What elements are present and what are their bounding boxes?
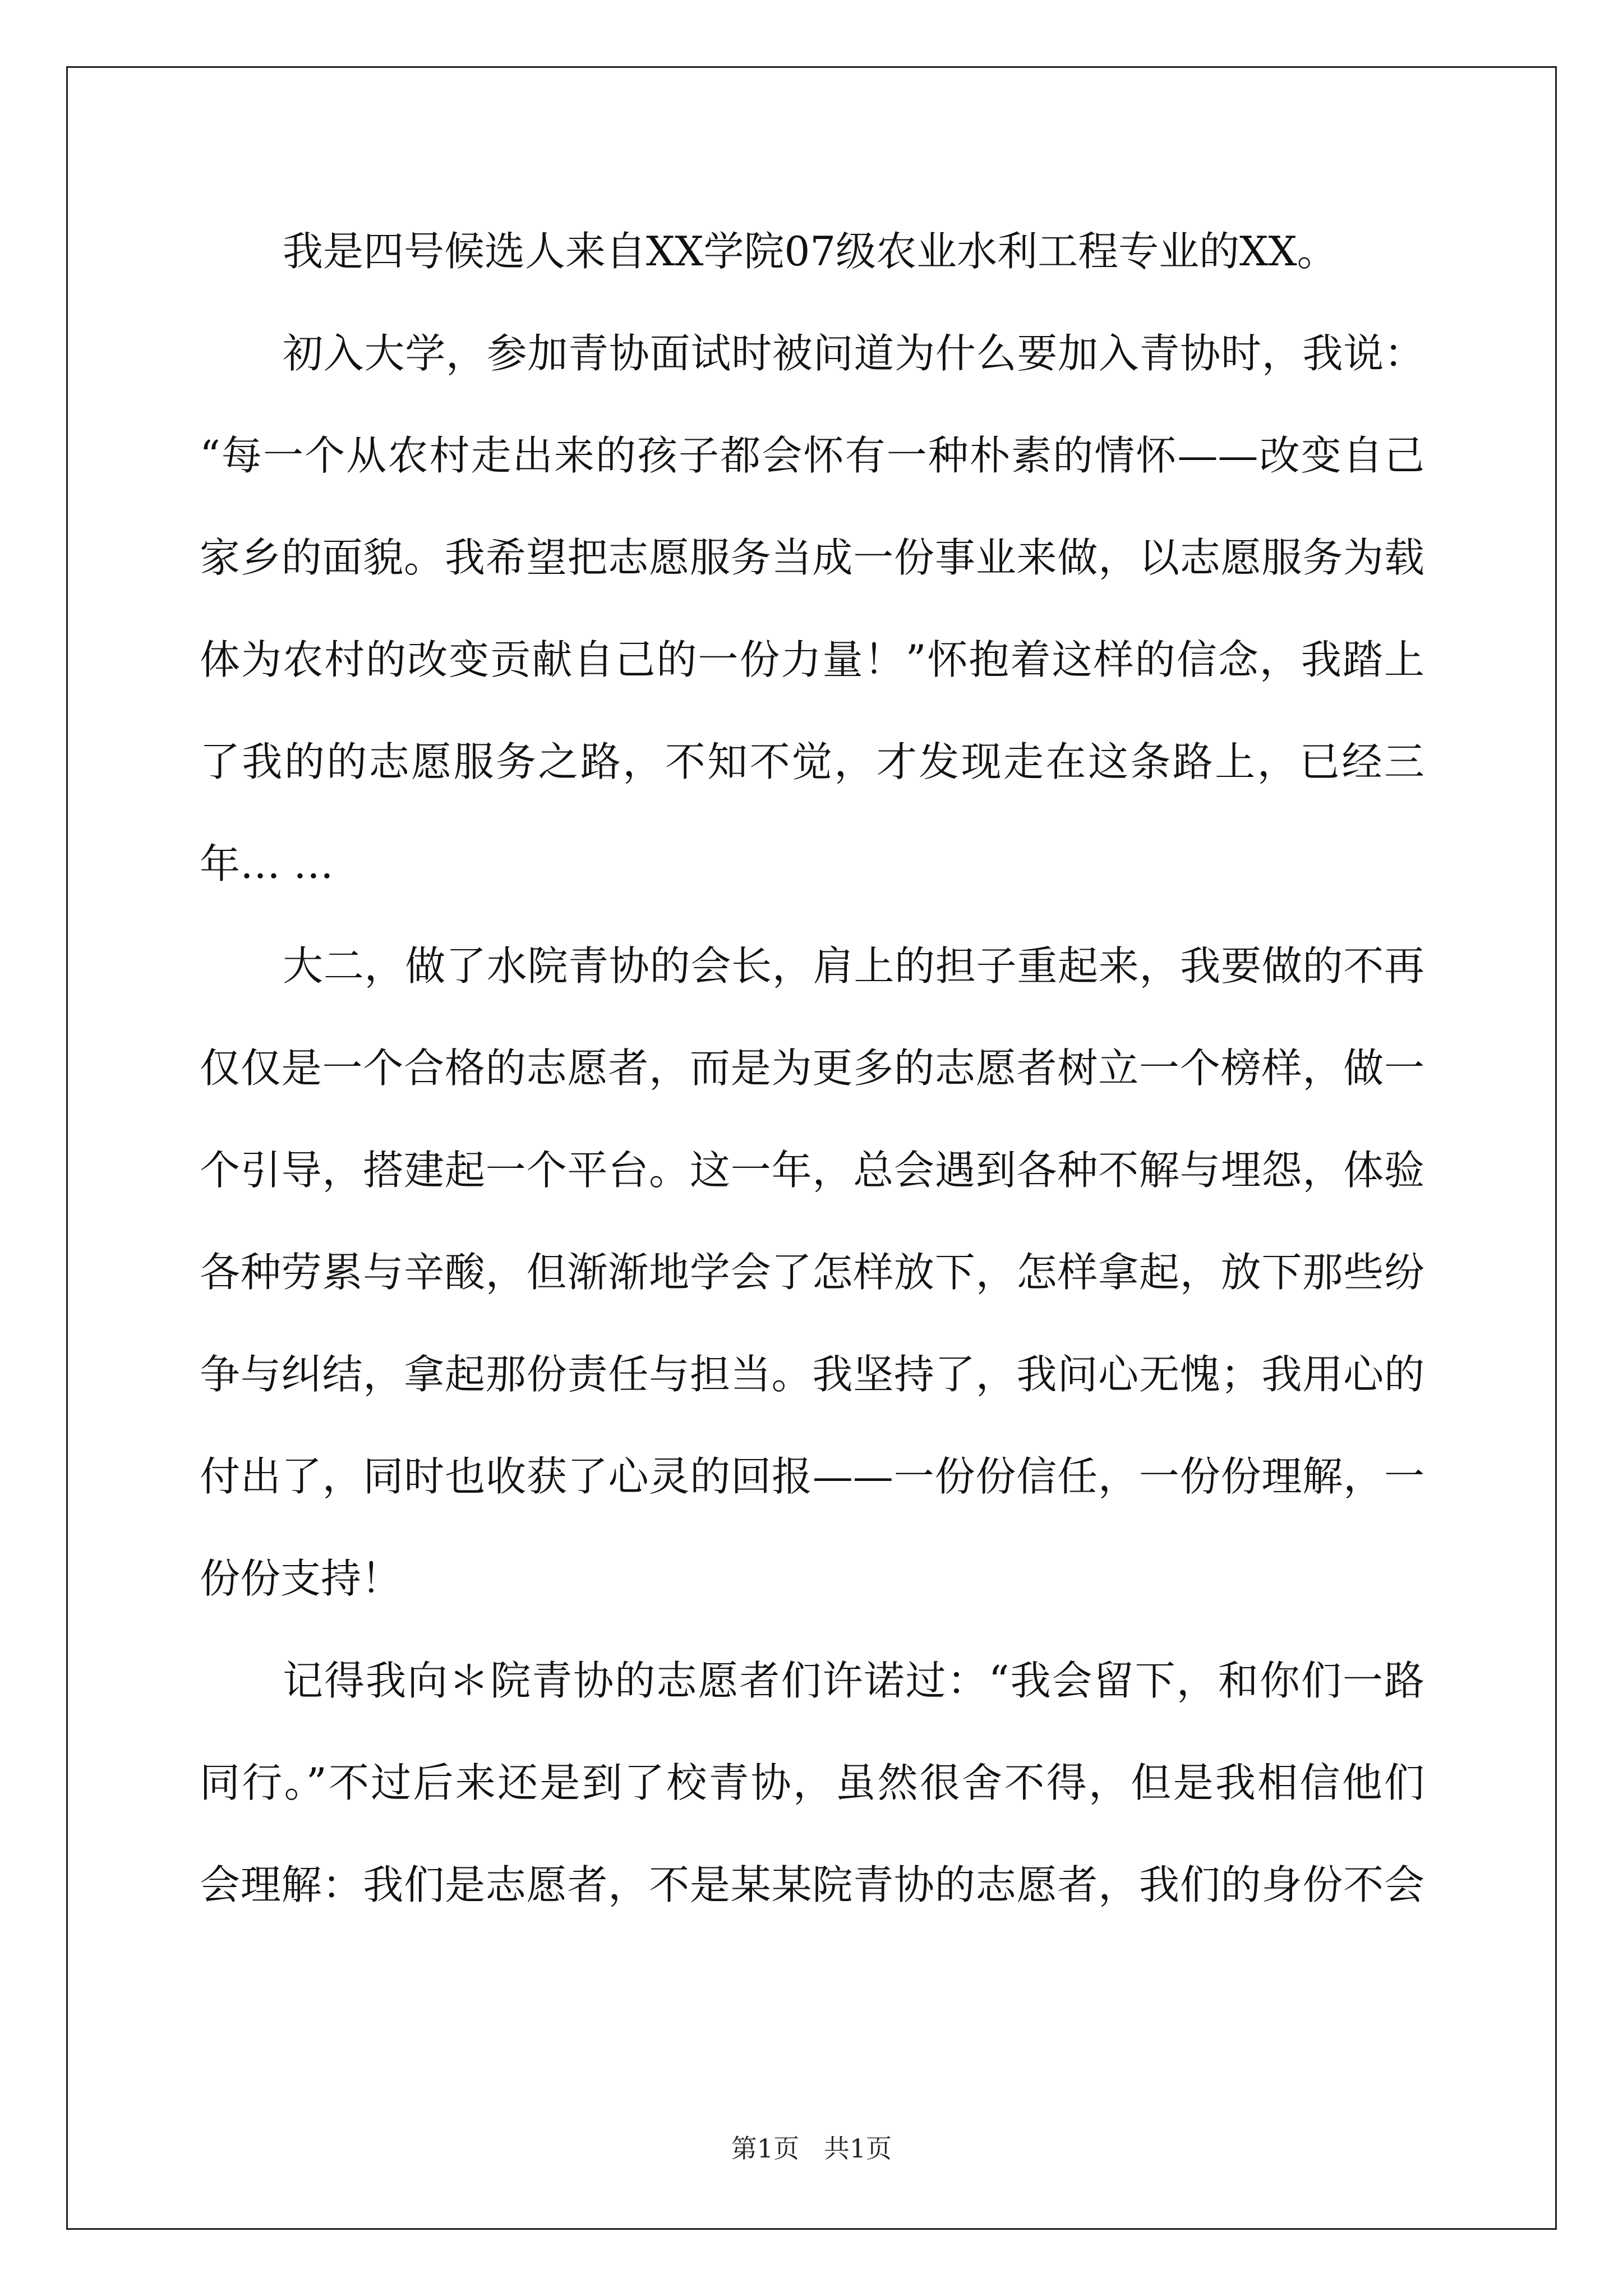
paragraph-line: 会理解：我们是志愿者，不是某某院青协的志愿者，我们的身份不会 xyxy=(200,1861,1424,1908)
paragraph-line: 初入大学，参加青协面试时被问道为什么要加入青协时，我说： xyxy=(283,330,1424,377)
paragraph-line: 份份支持！ xyxy=(200,1555,402,1602)
paragraph-line: 争与纠结，拿起那份责任与担当。我坚持了，我问心无愧；我用心的 xyxy=(200,1351,1424,1398)
paragraph-line: 个引导，搭建起一个平台。这一年，总会遇到各种不解与埋怨，体验 xyxy=(200,1147,1424,1194)
page-number-footer: 第1页 共1页 xyxy=(731,2133,892,2164)
paragraph-line: “每一个从农村走出来的孩子都会怀有一种朴素的情怀——改变自己 xyxy=(200,432,1424,479)
paragraph-line: 大二，做了水院青协的会长，肩上的担子重起来，我要做的不再 xyxy=(283,942,1424,990)
paragraph-line: 同行。”不过后来还是到了校青协，虽然很舍不得，但是我相信他们 xyxy=(200,1759,1424,1806)
paragraph-line: 年… … xyxy=(200,840,334,887)
paragraph-line: 各种劳累与辛酸，但渐渐地学会了怎样放下，怎样拿起，放下那些纷 xyxy=(200,1249,1424,1296)
paragraph-line: 体为农村的改变贡献自己的一份力量！”怀抱着这样的信念，我踏上 xyxy=(200,636,1424,683)
paragraph-line: 记得我向＊院青协的志愿者们许诺过：“我会留下，和你们一路 xyxy=(283,1657,1424,1704)
paragraph-line: 了我的的志愿服务之路，不知不觉，才发现走在这条路上，已经三 xyxy=(200,738,1424,785)
document-body xyxy=(200,224,1424,1960)
paragraph-line: 仅仅是一个合格的志愿者，而是为更多的志愿者树立一个榜样，做一 xyxy=(200,1045,1424,1092)
paragraph-line: 家乡的面貌。我希望把志愿服务当成一份事业来做，以志愿服务为载 xyxy=(200,534,1424,581)
paragraph-line: 付出了，同时也收获了心灵的回报——一份份信任，一份份理解，一 xyxy=(200,1453,1424,1500)
paragraph-line: 我是四号候选人来自XX学院07级农业水利工程专业的XX。 xyxy=(283,228,1338,275)
